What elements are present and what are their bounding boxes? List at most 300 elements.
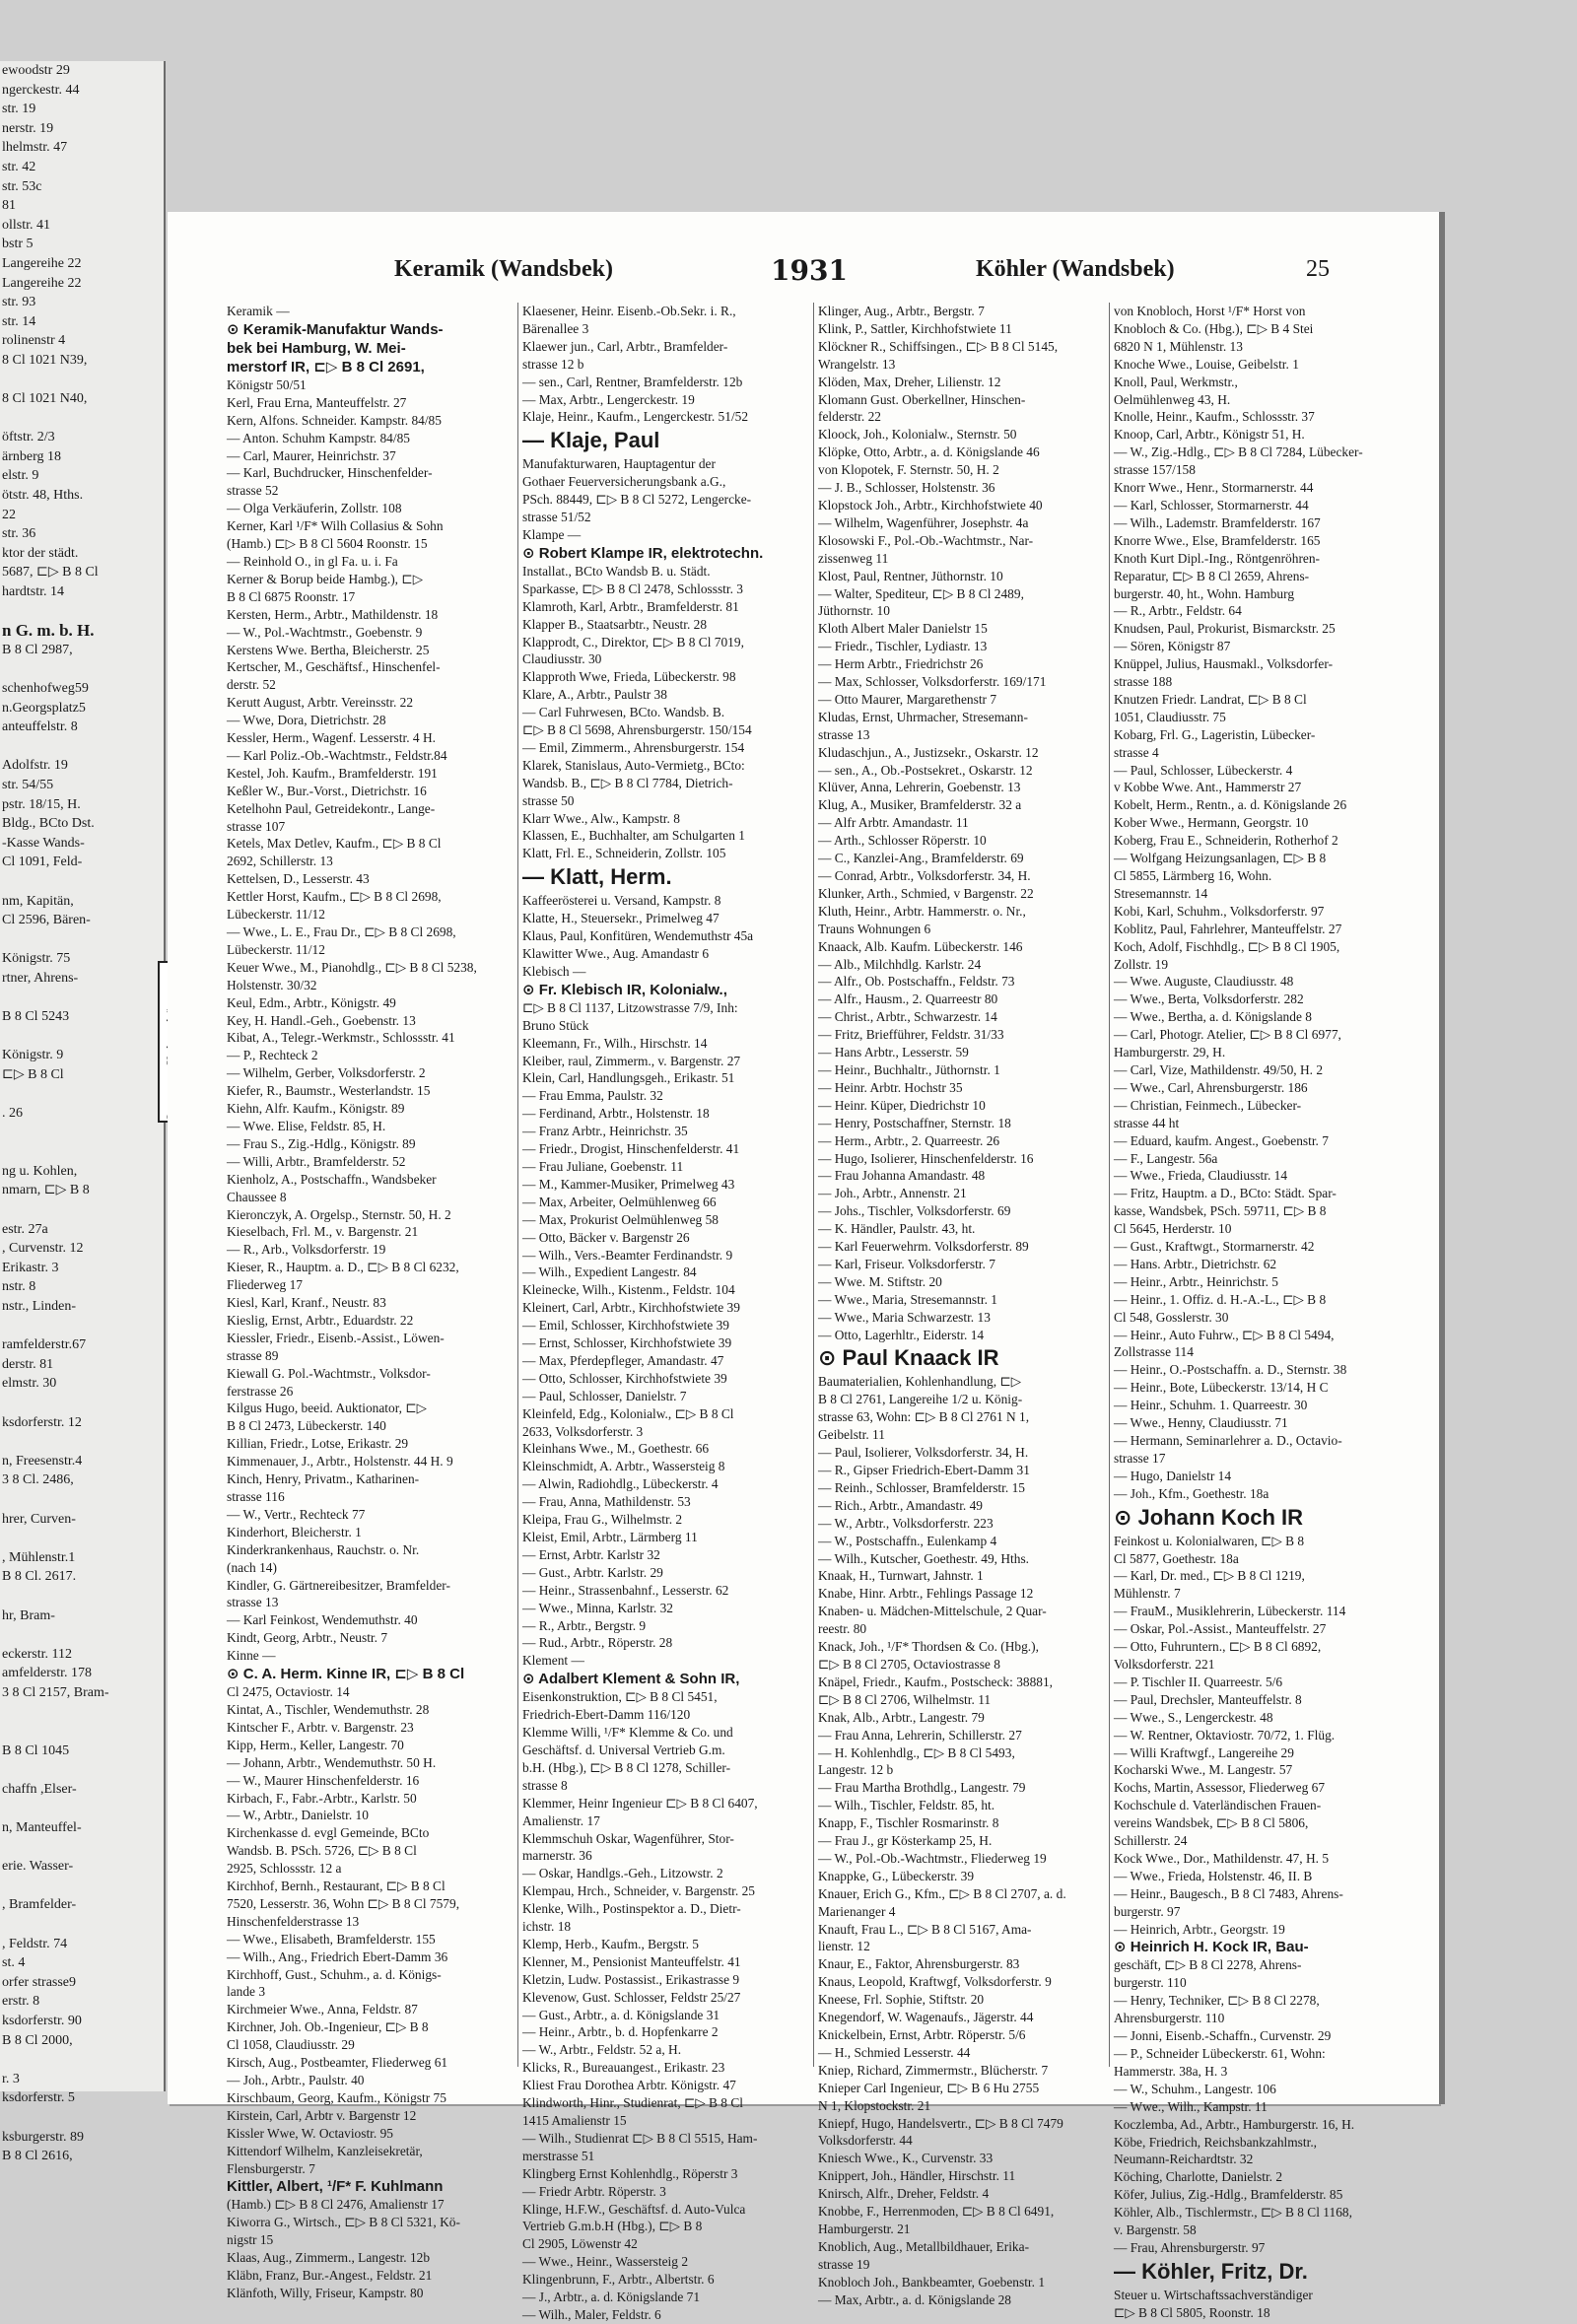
fragment-line: ksburgerstr. 89 <box>2 2129 84 2145</box>
directory-entry: Knorr Wwe., Henr., Stormarnerstr. 44 <box>1114 480 1314 496</box>
column-1 <box>227 303 515 2300</box>
column-rule <box>813 303 814 2067</box>
directory-entry: — W., Pol.-Wachtmstr., Goebenstr. 9 <box>227 624 423 640</box>
directory-entry: Knaack, Alb. Kaufm. Lübeckerstr. 146 <box>818 938 1023 954</box>
directory-entry: — Paul, Schlosser, Danielstr. 7 <box>522 1388 687 1403</box>
directory-entry: — Wilh., Maler, Feldstr. 6 <box>522 2306 661 2322</box>
directory-entry: — Friedr., Drogist, Hinschenfelderstr. 41 <box>522 1141 740 1157</box>
page-number: 25 <box>1306 256 1330 282</box>
directory-entry: — Karl, Dr. med., ⊏▷ B 8 Cl 1219, <box>1114 1568 1305 1584</box>
directory-entry: — Frau, Anna, Mathildenstr. 53 <box>522 1494 691 1510</box>
directory-entry: Klüver, Anna, Lehrerin, Goebenstr. 13 <box>818 780 1021 795</box>
directory-entry: Key, H. Handl.-Geh., Goebenstr. 13 <box>227 1012 416 1028</box>
directory-entry: — Max, Arbeiter, Oelmühlenweg 66 <box>522 1194 717 1209</box>
directory-entry: — Carl, Photogr. Atelier, ⊏▷ B 8 Cl 6977, <box>1114 1027 1341 1043</box>
fragment-line: anteuffelstr. 8 <box>2 719 78 735</box>
directory-entry: Wandsb. B. PSch. 5726, ⊏▷ B 8 Cl <box>227 1843 417 1859</box>
directory-entry: — Paul, Drechsler, Manteuffelstr. 8 <box>1114 1691 1302 1707</box>
directory-entry: — Wwe., S., Lengerckestr. 48 <box>1114 1709 1273 1725</box>
directory-entry: — Joh., Arbtr., Paulstr. 40 <box>227 2073 365 2087</box>
directory-entry: Volksdorferstr. 44 <box>818 2133 913 2149</box>
directory-entry: — W., Arbtr., Feldstr. 52 a, H. <box>522 2042 682 2058</box>
directory-entry: Knauft, Frau L., ⊏▷ B 8 Cl 5167, Ama- <box>818 1921 1032 1937</box>
fragment-line: eckerstr. 112 <box>2 1646 73 1662</box>
directory-entry: Claudiusstr. 30 <box>522 651 602 667</box>
fragment-line: , Mühlenstr.1 <box>2 1549 76 1565</box>
fragment-line: st. 4 <box>2 1955 26 1971</box>
directory-entry: Klawitter Wwe., Aug. Amandastr 6 <box>522 946 710 961</box>
directory-entry: — Heinr., Baugesch., B 8 Cl 7483, Ahrens- <box>1114 1885 1343 1901</box>
directory-entry: — Anton. Schuhm Kampstr. 84/85 <box>227 430 410 445</box>
directory-entry: Knauer, Erich G., Kfm., ⊏▷ B 8 Cl 2707, a. d. <box>818 1885 1066 1901</box>
directory-entry: ⊙ Johann Koch IR <box>1114 1504 1303 1530</box>
directory-entry: — Heinr., Strassenbahnf., Lesserstr. 62 <box>522 1582 729 1598</box>
directory-entry: Kerner, Karl ¹/F* Wilh Collasius & Sohn <box>227 518 444 534</box>
directory-entry: Klaje, Heinr., Kaufm., Lengerckestr. 51/52 <box>522 409 749 425</box>
directory-entry: Trauns Wohnungen 6 <box>818 921 931 936</box>
fragment-line <box>2 409 164 429</box>
directory-entry: Knobbe, F., Herrenmoden, ⊏▷ B 8 Cl 6491, <box>818 2204 1055 2220</box>
directory-entry: — Frau Emma, Paulstr. 32 <box>522 1088 663 1104</box>
fragment-line: B 8 Cl 2616, <box>2 2149 73 2164</box>
directory-entry: ferstrasse 26 <box>227 1383 294 1399</box>
directory-entry: Kessler, Herm., Wagenf. Lesserstr. 4 H. <box>227 730 436 746</box>
directory-entry: Oelmühlenweg 43, H. <box>1114 391 1231 407</box>
directory-entry: lande 3 <box>227 1984 266 2000</box>
directory-entry: 1051, Claudiusstr. 75 <box>1114 709 1226 724</box>
directory-entry: — Alfr Arbtr. Amandastr. 11 <box>818 815 969 831</box>
directory-entry: Cl 5855, Lärmberg 16, Wohn. <box>1114 868 1272 883</box>
directory-entry: — Gust., Arbtr. Karlstr. 29 <box>522 1564 663 1580</box>
directory-entry: Cl 2905, Löwenstr 42 <box>522 2236 638 2252</box>
directory-entry: Gothaer Feuerversicherungsbank a.G., <box>522 474 726 490</box>
fragment-line <box>2 1142 164 1162</box>
fragment-line: n.Georgsplatz5 <box>2 700 86 716</box>
directory-entry: — Alb., Milchhdlg. Karlstr. 24 <box>818 956 982 972</box>
directory-entry: Kinderhort, Bleicherstr. 1 <box>227 1524 362 1539</box>
directory-entry: — Emil, Zimmerm., Ahrensburgerstr. 154 <box>522 739 745 755</box>
fragment-line: B 8 Cl 1045 <box>2 1743 70 1758</box>
directory-entry: — Alwin, Radiohdlg., Lübeckerstr. 4 <box>522 1476 719 1492</box>
directory-entry: — Wilh., Expedient Langestr. 84 <box>522 1265 697 1280</box>
directory-entry: Koczlemba, Ad., Arbtr., Hamburgerstr. 16, H. <box>1114 2116 1355 2132</box>
directory-entry: — Willi Kraftwgf., Langereihe 29 <box>1114 1744 1294 1760</box>
directory-entry: Klomann Gust. Oberkellner, Hinschen- <box>818 391 1026 407</box>
directory-entry: — Frau Juliane, Goebenstr. 11 <box>522 1158 684 1174</box>
column-rule <box>1109 303 1110 2067</box>
directory-entry: Keßler W., Bur.-Vorst., Dietrichstr. 16 <box>227 783 427 798</box>
directory-entry: strasse 44 ht <box>1114 1115 1180 1130</box>
directory-entry: Kipp, Herm., Keller, Langestr. 70 <box>227 1737 404 1752</box>
directory-entry: Knickelbein, Ernst, Arbtr. Röperstr. 5/6 <box>818 2027 1026 2042</box>
directory-entry: Kludaschjun., A., Justizsekr., Oskarstr. 12 <box>818 744 1039 760</box>
directory-entry: Klarr Wwe., Alw., Kampstr. 8 <box>522 810 680 826</box>
directory-entry: — W., Pol.-Ob.-Wachtmstr., Fliederweg 19 <box>818 1850 1047 1866</box>
directory-entry: strasse 157/158 <box>1114 462 1196 478</box>
directory-entry: Klenner, M., Pensionist Manteuffelstr. 41 <box>522 1953 741 1969</box>
directory-entry: Knutzen Friedr. Landrat, ⊏▷ B 8 Cl <box>1114 691 1307 707</box>
directory-entry: Lübeckerstr. 11/12 <box>227 907 325 923</box>
directory-entry: — Paul, Isolierer, Volksdorferstr. 34, H. <box>818 1445 1029 1461</box>
directory-entry: Kleist, Emil, Arbtr., Lärmberg 11 <box>522 1530 698 1544</box>
directory-entry: Klaas, Aug., Zimmerm., Langestr. 12b <box>227 2250 431 2266</box>
fragment-line <box>2 1124 164 1143</box>
directory-entry: Knüppel, Julius, Hausmakl., Volksdorfer- <box>1114 656 1334 672</box>
fragment-line <box>2 1394 164 1413</box>
directory-entry: strasse 13 <box>227 1595 279 1610</box>
fragment-line: Cl 2596, Bären- <box>2 913 91 928</box>
directory-entry: Knoche Wwe., Louise, Geibelstr. 1 <box>1114 356 1299 372</box>
directory-entry: — Carl, Vize, Mathildenstr. 49/50, H. 2 <box>1114 1061 1324 1077</box>
directory-entry: Klug, A., Musiker, Bramfelderstr. 32 a <box>818 797 1022 813</box>
directory-entry: Kerl, Frau Erna, Manteuffelstr. 27 <box>227 394 407 410</box>
directory-entry: — Wwe., Carl, Ahrensburgerstr. 186 <box>1114 1079 1308 1095</box>
directory-entry: — Henry, Techniker, ⊏▷ B 8 Cl 2278, <box>1114 1993 1320 2009</box>
directory-entry: Kindler, G. Gärtnereibesitzer, Bramfelder- <box>227 1577 450 1593</box>
directory-entry: — Henry, Postschaffner, Sternstr. 18 <box>818 1115 1011 1130</box>
directory-entry: Kleinecke, Wilh., Kistenm., Feldstr. 104 <box>522 1282 735 1298</box>
directory-entry: Zollstr. 19 <box>1114 956 1169 972</box>
fragment-line: , Curvenstr. 12 <box>2 1241 84 1257</box>
fragment-line: str. 14 <box>2 313 36 329</box>
directory-entry: — Heinr., Arbtr., Heinrichstr. 5 <box>1114 1273 1278 1289</box>
directory-entry: Klingenbrunn, F., Arbtr., Albertstr. 6 <box>522 2272 715 2288</box>
directory-entry: Knaak, H., Turnwart, Jahnstr. 1 <box>818 1568 984 1584</box>
directory-entry: — W., Zig.-Hdlg., ⊏▷ B 8 Cl 7284, Lübecker- <box>1114 444 1363 460</box>
fragment-line: ktor der städt. <box>2 545 79 561</box>
directory-entry: — Wwe. M. Stiftstr. 20 <box>818 1273 942 1289</box>
fragment-line: str. 36 <box>2 526 36 542</box>
column-3 <box>818 303 1107 2307</box>
directory-entry: 6820 N 1, Mühlenstr. 13 <box>1114 338 1243 354</box>
directory-entry: Killian, Friedr., Lotse, Erikastr. 29 <box>227 1436 409 1452</box>
directory-entry: Kiworra G., Wirtsch., ⊏▷ B 8 Cl 5321, Kö- <box>227 2215 460 2230</box>
directory-entry: Klaus, Paul, Konfitüren, Wendemuthstr 45a <box>522 928 754 944</box>
column-4 <box>1114 303 1403 2320</box>
directory-entry: — Sören, Königstr 87 <box>1114 639 1231 654</box>
directory-entry: Cl 548, Gosslerstr. 30 <box>1114 1309 1229 1325</box>
fragment-line: ng u. Kohlen, <box>2 1163 78 1179</box>
directory-entry: — sen., Carl, Rentner, Bramfelderstr. 12b <box>522 374 743 389</box>
directory-entry: — Klatt, Herm. <box>522 864 672 890</box>
directory-entry: Klemmer, Heinr Ingenieur ⊏▷ B 8 Cl 6407, <box>522 1795 758 1811</box>
directory-entry: — Gust., Arbtr., a. d. Königslande 31 <box>522 2007 720 2022</box>
directory-entry: lienstr. 12 <box>818 1939 870 1954</box>
directory-entry: Klemp, Herb., Kaufm., Bergstr. 5 <box>522 1936 700 1951</box>
directory-entry: Kindt, Georg, Arbtr., Neustr. 7 <box>227 1630 388 1646</box>
directory-entry: Steuer u. Wirtschaftssachverständiger <box>1114 2287 1313 2302</box>
fragment-line <box>2 2108 164 2128</box>
directory-entry: Kimmenauer, J., Arbtr., Holstenstr. 44 H. 9 <box>227 1454 453 1470</box>
directory-entry: Kersten, Herm., Arbtr., Mathildenstr. 18 <box>227 606 439 622</box>
directory-entry: Hinschenfelderstrasse 13 <box>227 1913 360 1929</box>
fragment-line <box>2 737 164 757</box>
directory-entry: Klare, A., Arbtr., Paulstr 38 <box>522 687 667 703</box>
directory-entry: — Heinr., Buchhaltr., Jüthornstr. 1 <box>818 1061 1000 1077</box>
directory-entry: Klemme Willi, ¹/F* Klemme & Co. und <box>522 1725 733 1741</box>
fragment-line: ksdorferstr. 12 <box>2 1414 82 1430</box>
directory-entry: Knaur, E., Faktor, Ahrensburgerstr. 83 <box>818 1956 1020 1972</box>
directory-entry: — P. Tischler II. Quarreestr. 5/6 <box>1114 1674 1283 1689</box>
directory-entry: Kern, Alfons. Schneider. Kampstr. 84/85 <box>227 412 442 428</box>
fragment-line <box>2 930 164 950</box>
fragment-line: ⊏▷ B 8 Cl <box>2 1066 64 1082</box>
directory-entry: — Reinh., Schlosser, Bramfelderstr. 15 <box>818 1479 1025 1495</box>
fragment-line <box>2 1490 164 1510</box>
fragment-line: hrer, Curven- <box>2 1511 76 1527</box>
directory-entry: Reparatur, ⊏▷ B 8 Cl 2659, Ahrens- <box>1114 568 1310 583</box>
directory-entry: Klampe — <box>522 526 582 542</box>
directory-entry: Ahrensburgerstr. 110 <box>1114 2011 1225 2026</box>
directory-entry: Geibelstr. 11 <box>818 1427 885 1443</box>
directory-entry: strasse 19 <box>818 2256 870 2272</box>
directory-entry: — Reinhold O., in gl Fa. u. i. Fa <box>227 553 398 569</box>
directory-entry: — Joh., Kfm., Goethestr. 18a <box>1114 1485 1269 1501</box>
directory-entry: Kissler Wwe, W. Octaviostr. 95 <box>227 2125 393 2141</box>
directory-entry: Kinne — <box>227 1648 276 1664</box>
directory-entry: ⊙ Keramik-Manufaktur Wands- <box>227 320 444 338</box>
directory-entry: — Frau Anna, Lehrerin, Schillerstr. 27 <box>818 1727 1022 1743</box>
fragment-line: Cl 1091, Feld- <box>2 854 83 870</box>
directory-entry: Knieper Carl Ingenieur, ⊏▷ B 6 Hu 2755 <box>818 2080 1040 2095</box>
directory-entry: — W., Arbtr., Volksdorferstr. 223 <box>818 1515 994 1531</box>
fragment-line <box>2 1838 164 1858</box>
directory-entry: 7520, Lesserstr. 36, Wohn ⊏▷ B 8 Cl 7579, <box>227 1895 460 1911</box>
fragment-line: n G. m. b. H. <box>2 621 95 641</box>
directory-entry: Kettler Horst, Kaufm., ⊏▷ B 8 Cl 2698, <box>227 889 442 905</box>
directory-entry: Klicks, R., Bureauangest., Erikastr. 23 <box>522 2060 725 2076</box>
directory-entry: Kittendorf Wilhelm, Kanzleisekretär, <box>227 2143 423 2158</box>
fragment-line: n, Freesenstr.4 <box>2 1453 83 1469</box>
fragment-line <box>2 1799 164 1818</box>
directory-entry: Kobelt, Herm., Rentn., a. d. Königslande 26 <box>1114 797 1347 813</box>
directory-entry: — Eduard, kaufm. Angest., Goebenstr. 7 <box>1114 1132 1329 1148</box>
directory-entry: Kirchenkasse d. evgl Gemeinde, BCto <box>227 1825 430 1841</box>
fragment-line: B 8 Cl 2987, <box>2 642 73 657</box>
directory-entry: — Wilh., Vers.-Beamter Ferdinandstr. 9 <box>522 1247 733 1263</box>
directory-entry: — F., Langestr. 56a <box>1114 1150 1218 1166</box>
directory-entry: Kläbn, Franz, Bur.-Angest., Feldstr. 21 <box>227 2268 433 2284</box>
directory-entry: — Otto, Fuhruntern., ⊏▷ B 8 Cl 6892, <box>1114 1639 1322 1655</box>
directory-entry: Kiefer, R., Baumstr., Westerlandstr. 15 <box>227 1083 431 1099</box>
directory-entry: — Otto, Bäcker v. Bargenstr 26 <box>522 1229 690 1245</box>
directory-entry: Knudsen, Paul, Prokurist, Bismarckstr. 25 <box>1114 621 1336 637</box>
header-left-title: Keramik (Wandsbek) <box>394 256 614 282</box>
directory-entry: — Olga Verkäuferin, Zollstr. 108 <box>227 501 402 516</box>
directory-entry: Feinkost u. Kolonialwaren, ⊏▷ B 8 <box>1114 1533 1305 1548</box>
directory-entry: Ketels, Max Detlev, Kaufm., ⊏▷ B 8 Cl <box>227 836 442 852</box>
fragment-line: str. 53c <box>2 178 42 194</box>
directory-entry: Klinge, H.F.W., Geschäftsf. d. Auto-Vulca <box>522 2201 746 2217</box>
directory-entry: — Wwe., Frieda, Holstenstr. 46, II. B <box>1114 1868 1313 1883</box>
directory-entry: — Wwe. Auguste, Claudiusstr. 48 <box>1114 974 1294 990</box>
directory-entry: — Wilh., Tischler, Feldstr. 85, ht. <box>818 1798 995 1813</box>
directory-entry: Koch, Adolf, Fischhdlg., ⊏▷ B 8 Cl 1905, <box>1114 938 1340 954</box>
directory-entry: — Johann, Arbtr., Wendemuthstr. 50 H. <box>227 1754 437 1770</box>
directory-entry: Marienanger 4 <box>818 1903 896 1919</box>
directory-entry: — Heinr., Arbtr., b. d. Hopfenkarre 2 <box>522 2024 719 2040</box>
fragment-line: hardtstr. 14 <box>2 584 64 600</box>
directory-entry: — Ernst, Arbtr. Karlstr 32 <box>522 1546 660 1562</box>
header-right-title: Köhler (Wandsbek) <box>976 256 1175 282</box>
directory-entry: — Karl, Schlosser, Stormarnerstr. 44 <box>1114 497 1309 513</box>
directory-entry: Kleipa, Frau G., Wilhelmstr. 2 <box>522 1512 683 1528</box>
directory-entry: Kieslig, Ernst, Arbtr., Eduardstr. 22 <box>227 1312 414 1328</box>
directory-entry: Kerner & Borup beide Hambg.), ⊏▷ <box>227 571 424 586</box>
directory-entry: — Friedr., Tischler, Lydiastr. 13 <box>818 639 988 654</box>
fragment-line: , Bramfelder- <box>2 1897 77 1913</box>
directory-entry: Kliest Frau Dorothea Arbtr. Königstr. 47 <box>522 2078 736 2093</box>
directory-entry: Kleinhans Wwe., M., Goethestr. 66 <box>522 1441 710 1457</box>
directory-entry: burgerstr. 97 <box>1114 1903 1181 1919</box>
directory-entry: burgerstr. 110 <box>1114 1975 1187 1991</box>
directory-entry: — Wwe., L. E., Frau Dr., ⊏▷ B 8 Cl 2698, <box>227 924 456 939</box>
directory-entry: — Joh., Arbtr., Annenstr. 21 <box>818 1186 967 1201</box>
directory-entry: Amalienstr. 17 <box>522 1812 600 1828</box>
fragment-line: orfer strasse9 <box>2 1974 77 1990</box>
fragment-line: ngerckestr. 44 <box>2 82 80 98</box>
directory-entry: — W., Arbtr., Danielstr. 10 <box>227 1808 369 1823</box>
fragment-line: nm, Kapitän, <box>2 893 74 909</box>
directory-entry: Installat., BCto Wandsb B. u. Städt. <box>522 563 711 579</box>
directory-entry: Klänfoth, Willy, Friseur, Kampstr. 80 <box>227 2285 424 2300</box>
directory-entry: — Rud., Arbtr., Röperstr. 28 <box>522 1635 673 1651</box>
directory-entry: v Kobbe Wwe. Ant., Hammerstr 27 <box>1114 780 1302 795</box>
directory-entry: — Karl, Buchdrucker, Hinschenfelder- <box>227 465 433 481</box>
directory-entry: Knorre Wwe., Else, Bramfelderstr. 165 <box>1114 532 1321 548</box>
directory-entry: — Heinr., Auto Fuhrw., ⊏▷ B 8 Cl 5494, <box>1114 1327 1335 1342</box>
fragment-line: . 26 <box>2 1106 23 1122</box>
fragment-line: hr, Bram- <box>2 1607 55 1623</box>
directory-page <box>168 212 1439 2322</box>
directory-entry: Zollstrasse 114 <box>1114 1344 1194 1360</box>
directory-entry: Kluth, Heinr., Arbtr. Hammerstr. o. Nr., <box>818 903 1026 919</box>
directory-entry: — Oskar, Handlgs.-Geh., Litzowstr. 2 <box>522 1866 723 1881</box>
directory-entry: geschäft, ⊏▷ B 8 Cl 2278, Ahrens- <box>1114 1957 1302 1973</box>
directory-entry: Klatt, Frl. E., Schneiderin, Zollstr. 105 <box>522 846 726 861</box>
directory-entry: — Heinr., O.-Postschaffn. a. D., Sternstr. 38 <box>1114 1362 1347 1378</box>
directory-entry: Klopstock Joh., Arbtr., Kirchhofstwiete 40 <box>818 497 1043 513</box>
directory-entry: Keramik — <box>227 304 290 318</box>
directory-entry: Klapper B., Staatsarbtr., Neustr. 28 <box>522 616 708 632</box>
directory-entry: reestr. 80 <box>818 1621 867 1637</box>
directory-entry: Cl 1058, Claudiusstr. 29 <box>227 2037 355 2053</box>
fragment-line: str. 19 <box>2 102 36 117</box>
directory-entry: Kiewall G. Pol.-Wachtmstr., Volksdor- <box>227 1365 431 1381</box>
directory-entry: Klindworth, Hinr., Studienrat, ⊏▷ B 8 Cl <box>522 2095 743 2111</box>
page-edge <box>1439 212 1445 2104</box>
directory-entry: Flensburgerstr. 7 <box>227 2160 315 2176</box>
fragment-line: rtner, Ahrens- <box>2 970 79 986</box>
directory-entry: — P., Schneider Lübeckerstr. 61, Wohn: <box>1114 2046 1326 2061</box>
directory-entry: Kieselbach, Frl. M., v. Bargenstr. 21 <box>227 1224 419 1240</box>
fragment-line <box>2 1317 164 1336</box>
directory-entry: Vertrieb G.m.b.H (Hbg.), ⊏▷ B 8 <box>522 2219 703 2234</box>
directory-entry: — Heinr., Schuhm. 1. Quarreestr. 30 <box>1114 1398 1308 1413</box>
directory-entry: (Hamb.) ⊏▷ B 8 Cl 5604 Roonstr. 15 <box>227 536 428 552</box>
directory-entry: bek bei Hamburg, W. Mei- <box>227 339 406 357</box>
directory-entry: Hammerstr. 38a, H. 3 <box>1114 2063 1228 2079</box>
directory-entry: Klamroth, Karl, Arbtr., Bramfelderstr. 81 <box>522 598 739 614</box>
directory-entry: Klevenow, Gust. Schlosser, Feldstr 25/27 <box>522 1989 741 2005</box>
directory-entry: — Wwe., Maria, Stresemannstr. 1 <box>818 1291 997 1307</box>
directory-entry: Klost, Paul, Rentner, Jüthornstr. 10 <box>818 568 1003 583</box>
directory-entry: — FrauM., Musiklehrerin, Lübeckerstr. 114 <box>1114 1604 1346 1619</box>
directory-entry: Kintat, A., Tischler, Wendemuthstr. 28 <box>227 1701 430 1717</box>
directory-entry: — Heinr., 1. Offiz. d. H.-A.-L., ⊏▷ B 8 <box>1114 1291 1327 1307</box>
directory-entry: strasse 4 <box>1114 744 1159 760</box>
directory-entry: Koblitz, Paul, Fahrlehrer, Manteuffelstr. 27 <box>1114 921 1342 936</box>
fragment-line <box>2 872 164 892</box>
directory-entry: Jüthornstr. 10 <box>818 603 890 619</box>
column-2 <box>522 303 811 2322</box>
directory-entry: strasse 12 b <box>522 356 584 372</box>
directory-entry: Klingberg Ernst Kohlenhdlg., Röperstr 3 <box>522 2165 738 2181</box>
directory-entry: — Wwe., Maria Schwarzestr. 13 <box>818 1309 991 1325</box>
fragment-line <box>2 2050 164 2070</box>
directory-entry: Kaffeerösterei u. Versand, Kampstr. 8 <box>522 893 721 909</box>
directory-entry: Lübeckerstr. 11/12 <box>227 941 325 957</box>
directory-entry: marnerstr. 36 <box>522 1848 592 1864</box>
fragment-line: 8 Cl 1021 N40, <box>2 391 88 407</box>
directory-entry: merstorf IR, ⊏▷ B 8 Cl 2691, <box>227 358 425 376</box>
directory-entry: — Frau S., Zig.-Hdlg., Königstr. 89 <box>227 1135 416 1151</box>
directory-entry: — R., Arb., Volksdorferstr. 19 <box>227 1242 386 1258</box>
directory-entry: Köhler, Alb., Tischlermstr., ⊏▷ B 8 Cl 1168, <box>1114 2205 1352 2221</box>
directory-entry: ⊙ C. A. Herm. Kinne IR, ⊏▷ B 8 Cl <box>227 1666 465 1683</box>
directory-entry: Mühlenstr. 7 <box>1114 1586 1181 1602</box>
directory-entry: Bärenallee 3 <box>522 320 589 336</box>
directory-entry: Klunker, Arth., Schmied, v Bargenstr. 22 <box>818 885 1034 901</box>
fragment-line: elmstr. 30 <box>2 1376 57 1392</box>
directory-entry: Knolle, Heinr., Kaufm., Schlossstr. 37 <box>1114 409 1315 425</box>
fragment-line: bstr 5 <box>2 237 34 252</box>
directory-entry: Kienholz, A., Postschaffn., Wandsbeker <box>227 1171 437 1187</box>
directory-entry: strasse 8 <box>522 1777 568 1793</box>
directory-entry: derstr. 52 <box>227 677 276 693</box>
directory-entry: Kochschule d. Vaterländischen Frauen- <box>1114 1798 1322 1813</box>
fragment-line <box>2 1722 164 1742</box>
directory-entry: vereins Wandsbek, ⊏▷ B 8 Cl 5806, <box>1114 1815 1309 1831</box>
directory-entry: — Karl Poliz.-Ob.-Wachtmstr., Feldstr.84 <box>227 747 447 763</box>
directory-entry: Köfer, Julius, Zig.-Hdlg., Bramfelderstr. 85 <box>1114 2187 1343 2203</box>
directory-entry: Kestel, Joh. Kaufm., Bramfelderstr. 191 <box>227 765 438 781</box>
directory-entry: — Wwe. Elise, Feldstr. 85, H. <box>227 1118 386 1133</box>
fragment-line <box>2 1200 164 1220</box>
directory-entry: — W., Vertr., Rechteck 77 <box>227 1506 366 1522</box>
directory-entry: — Heinr. Küper, Diedrichstr 10 <box>818 1097 986 1113</box>
directory-entry: Knaben- u. Mädchen-Mittelschule, 2 Quar- <box>818 1604 1047 1619</box>
directory-entry: — Arth., Schlosser Röperstr. 10 <box>818 833 987 849</box>
directory-entry: — Wwe, Dora, Dietrichstr. 28 <box>227 713 386 728</box>
fragment-line <box>2 989 164 1008</box>
directory-entry: Kittler, Albert, ¹/F* F. Kuhlmann <box>227 2178 444 2196</box>
fragment-line: str. 42 <box>2 159 36 174</box>
directory-entry: Königstr 50/51 <box>227 376 307 392</box>
directory-entry: Kirchmeier Wwe., Anna, Feldstr. 87 <box>227 2002 418 2017</box>
directory-entry: Wrangelstr. 13 <box>818 356 896 372</box>
directory-entry: von Klopotek, F. Sternstr. 50, H. 2 <box>818 462 999 478</box>
directory-entry: Knobloch Joh., Bankbeamter, Goebenstr. 1 <box>818 2274 1046 2290</box>
fragment-line: nmarn, ⊏▷ B 8 <box>2 1183 90 1198</box>
fragment-line: 3 8 Cl. 2486, <box>2 1472 74 1488</box>
directory-entry: — Rich., Arbtr., Amandastr. 49 <box>818 1497 984 1513</box>
directory-entry: Knegendorf, W. Wagenaufs., Jägerstr. 44 <box>818 2010 1034 2025</box>
directory-entry: — Max, Arbtr., a. d. Königslande 28 <box>818 2291 1012 2307</box>
column-rule <box>517 303 518 2067</box>
directory-entry: — W., Postschaffn., Eulenkamp 4 <box>818 1533 997 1548</box>
fragment-line: pstr. 18/15, H. <box>2 796 81 812</box>
